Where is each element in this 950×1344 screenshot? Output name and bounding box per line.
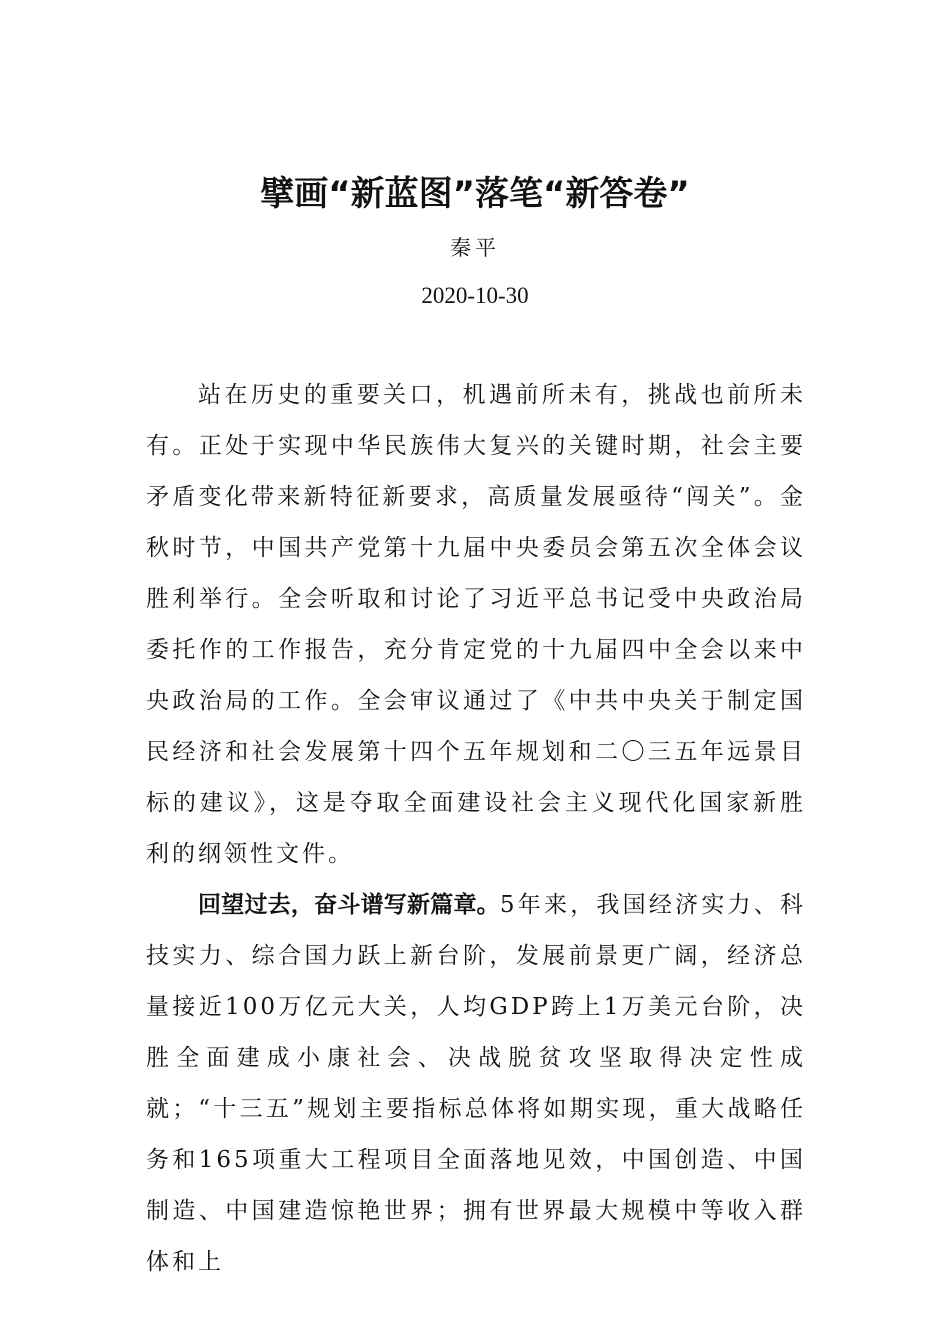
document-date: 2020-10-30 — [421, 283, 529, 308]
document-title: 擘画“新蓝图”落笔“新答卷” — [260, 174, 690, 214]
paragraph — [146, 370, 806, 880]
paragraph — [146, 880, 806, 1288]
paragraph-text: 5年来，我国经济实力、科技实力、综合国力跃上新台阶，发展前景更广阔，经济总量接近100万亿元大关，人均GDP跨上1万美元台阶，决胜全面建成小康社会、决战脱贫攻坚取得决定性成就；“十三五”规划主要指标总体将如期实现，重大战略任务和165项重大工程项目全面落地见效，中国创造、中国制造、中国建造惊艳世界；拥有世界最大规模中等收入群体和上 — [146, 892, 806, 1275]
paragraph-text: 站在历史的重要关口，机遇前所未有，挑战也前所未有。正处于实现中华民族伟大复兴的关键时期，社会主要矛盾变化带来新特征新要求，高质量发展亟待“闯关”。金秋时节，中国共产党第十九届中央委员会第五次全体会议胜利举行。全会听取和讨论了习近平总书记受中央政治局委托作的工作报告，充分肯定党的十九届四中全会以来中央政治局的工作。全会审议通过了《中共中央关于制定国民经济和社会发展第十四个五年规划和二〇三五年远景目标的建议》，这是夺取全面建设社会主义现代化国家新胜利的纲领性文件。 — [146, 382, 806, 867]
document-body — [146, 370, 806, 1288]
document-author: 秦平 — [450, 236, 500, 260]
paragraph-lead: 回望过去，奋斗谱写新篇章。 — [198, 892, 500, 918]
